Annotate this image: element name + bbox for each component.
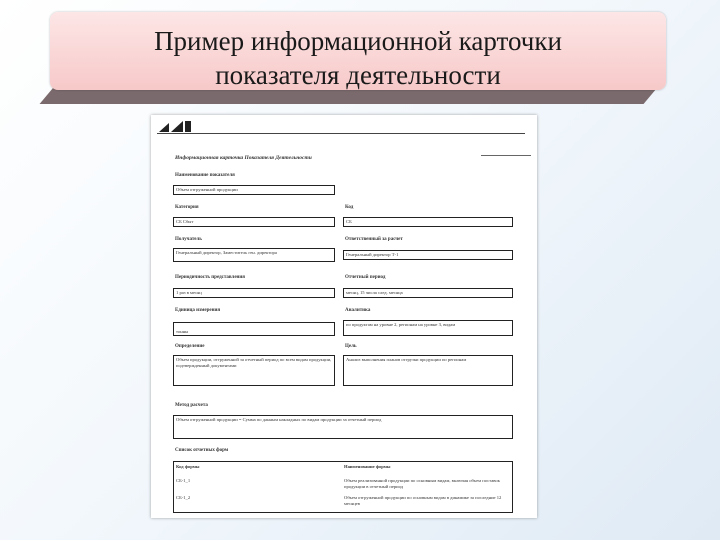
title-banner (50, 12, 666, 90)
code-label: Код (345, 205, 354, 210)
period-field: 1 раз в месяц (173, 288, 335, 298)
owner-label: Получатель (175, 237, 202, 242)
name-label: Наименование показателя (175, 173, 235, 178)
unit-label: Единица измерения (175, 308, 221, 313)
form-2-name: Объем отгруженной продукции по основным видам в динамике за последние 12 месяцев (344, 495, 502, 506)
definition-field: Объем продукции, отгруженной за отчетный период по всем видам продукции, подтвержденный документами (173, 355, 335, 386)
form-1-code: СБ-1_1 (176, 478, 191, 483)
forms-col-name: Наименование формы (344, 464, 391, 469)
responsible-label: Ответственный за расчет (345, 237, 403, 242)
category-field: СБ Сбыт (173, 217, 335, 227)
forms-table (173, 461, 513, 513)
method-field: Объем отгруженной продукции = Сумма по данным накладных по видам продукции за отчетный период (173, 415, 513, 439)
method-label: Метод расчета (175, 403, 208, 408)
analytics-label: Аналитика (345, 308, 371, 313)
responsible-field: Генеральный директор Т-1 (343, 250, 513, 260)
form-2-code: СБ-1_2 (176, 495, 191, 500)
form-1-name: Объем реализованной продукции по основным видам, включая объем поставок продукции в отчетный период (344, 478, 500, 489)
report-period-label: Отчетный период (345, 275, 386, 280)
header-rule (157, 133, 525, 134)
unit-field: тонны (173, 322, 335, 336)
report-period-field: месяц, 15 числа след. месяца (343, 288, 513, 298)
definition-label: Определение (175, 344, 205, 349)
name-field: Объем отгруженной продукции (173, 185, 335, 195)
category-label: Категория (175, 205, 199, 210)
code-field: СБ (343, 217, 513, 227)
document-title: Информационная карточка Показателя Деятельности (175, 155, 312, 161)
slide-title (50, 12, 666, 92)
header-rule-right (481, 155, 531, 156)
slide-title-line-2: показателя деятельности (215, 60, 501, 90)
company-logo (157, 119, 193, 133)
forms-col-code: Код формы (176, 464, 200, 469)
goal-label: Цель (345, 344, 357, 349)
info-card-document (151, 115, 537, 518)
owner-field: Генеральный директор, Заместитель ген. директора (173, 248, 335, 262)
goal-field: Анализ выполнения планов отгрузки продукции по регионам (343, 355, 513, 386)
analytics-field: по продуктам на уровне 2, регионам на уровне 3, видам (343, 320, 513, 336)
period-label: Периодичность представления (175, 275, 246, 280)
slide-title-line-1: Пример информационной карточки (154, 26, 562, 56)
forms-label: Список отчетных форм (175, 448, 229, 453)
